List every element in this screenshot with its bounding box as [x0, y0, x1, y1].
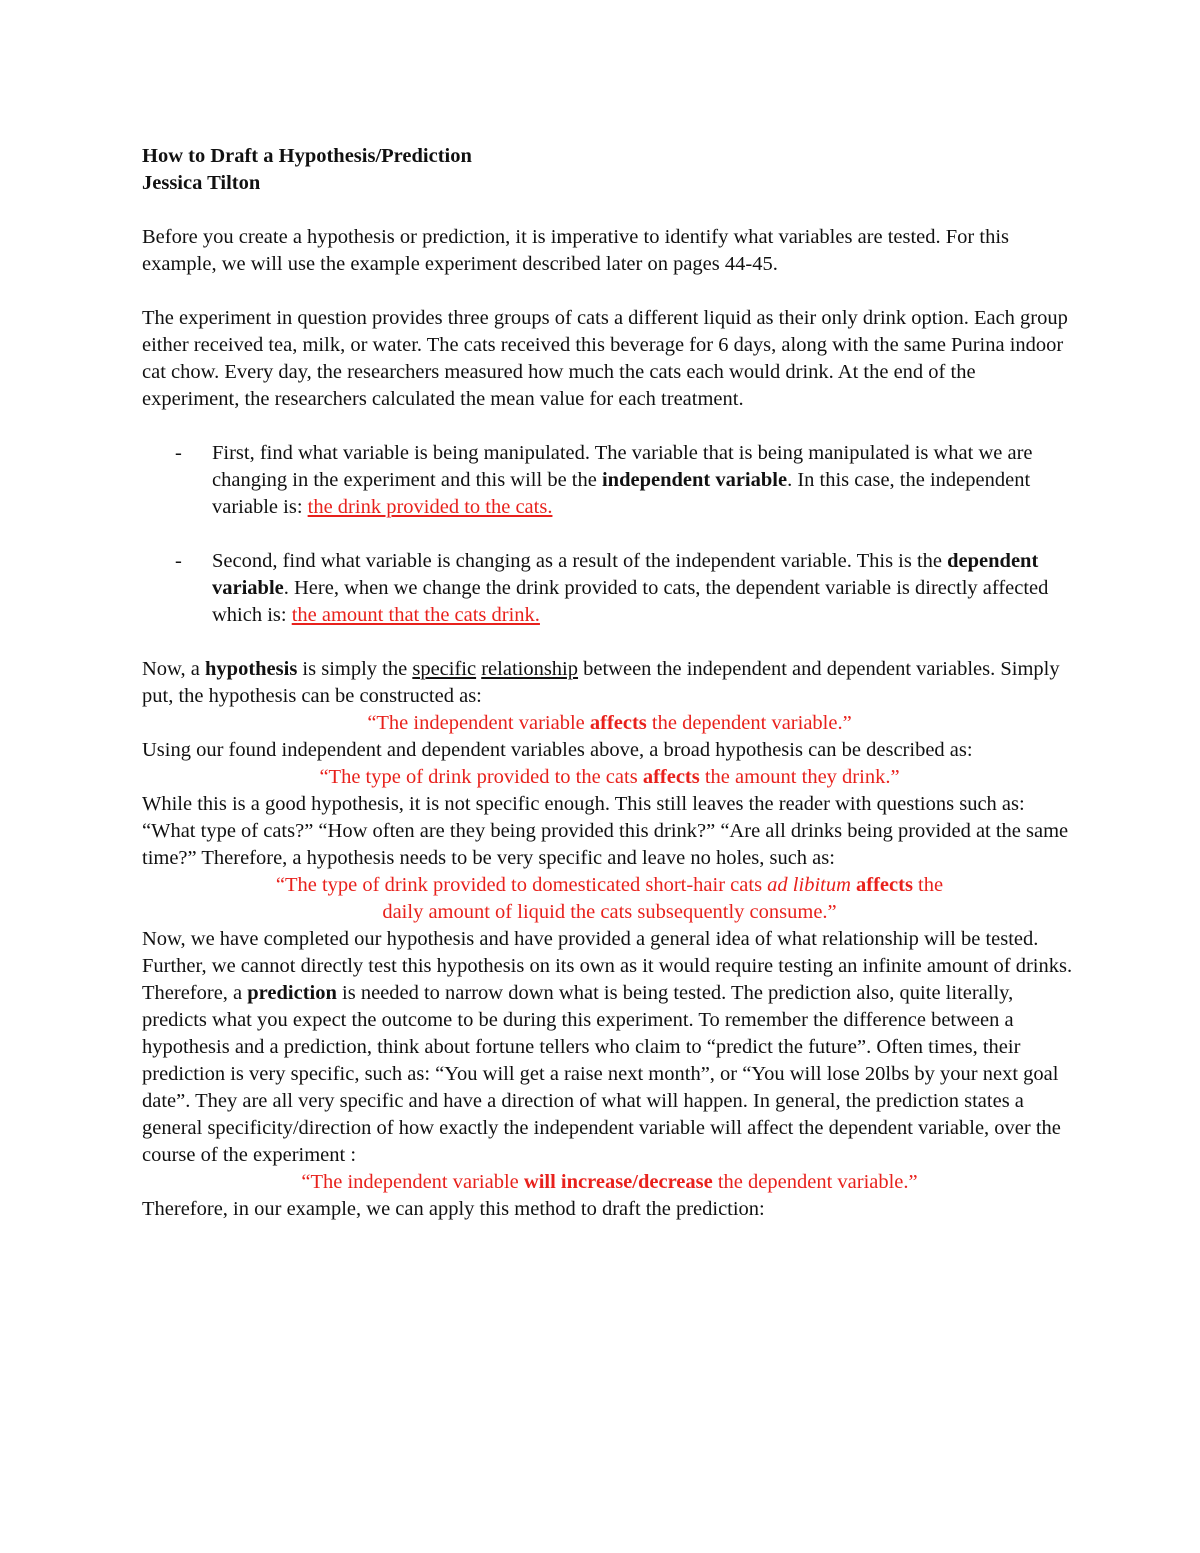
paragraph-text: is simply the	[297, 658, 413, 680]
quote-text: “The independent variable	[367, 712, 590, 734]
bullet-dash: -	[175, 550, 182, 572]
title-block	[142, 143, 1077, 197]
dependent-variable-term: dependent variable	[212, 550, 1039, 599]
prediction-template-quote	[142, 1169, 1077, 1196]
quote-text: daily amount of liquid the cats subsequently consume.”	[382, 901, 837, 923]
independent-variable-term: independent variable	[601, 469, 788, 491]
quote-text: the amount they drink.”	[699, 766, 900, 788]
dependent-variable-answer: the amount that the cats drink.	[291, 604, 540, 626]
broad-hypothesis-intro: Using our found independent and dependent variables above, a broad hypothesis can be described as:	[142, 739, 973, 761]
hypothesis-intro-paragraph	[142, 656, 1077, 710]
bullet-text: . In this case, the independent variable is:	[212, 469, 1031, 518]
quote-bold: will increase/decrease	[523, 1171, 713, 1193]
prediction-term: prediction	[247, 982, 337, 1004]
paragraph-text: between the independent and dependent variables. Simply put, the hypothesis can be constructed as:	[142, 658, 1060, 707]
document-title: How to Draft a Hypothesis/Prediction	[142, 145, 472, 167]
paragraph-spacer	[142, 629, 1077, 656]
relationship-term: relationship	[481, 658, 579, 680]
paragraph-spacer	[142, 278, 1077, 305]
prediction-paragraph	[142, 926, 1077, 1169]
bullet-text: . Here, when we change the drink provided to cats, the dependent variable is directly affected which is:	[212, 577, 1049, 626]
quote-italic: ad libitum	[767, 874, 851, 896]
quote-text: the	[912, 874, 944, 896]
specific-hypothesis-quote	[142, 872, 1077, 926]
quote-text: “The type of drink provided to the cats	[319, 766, 643, 788]
quote-text: the dependent variable.”	[712, 1171, 918, 1193]
quote-bold: affects	[642, 766, 700, 788]
paragraph-text: Now, we have completed our hypothesis and have provided a general idea of what relationship will be tested. Further, we cannot directly test this hypothesis on its own as it would require testing an infinite amount of drinks. Therefore, a	[142, 928, 1073, 1004]
quote-text: “The independent variable	[301, 1171, 524, 1193]
list-spacer	[142, 521, 1077, 548]
hypothesis-template-quote	[142, 710, 1077, 737]
bullet-text: First, find what variable is being manipulated. The variable that is being manipulated is what we are changing in the experiment and this will be the	[212, 442, 1033, 491]
document-body	[142, 143, 1077, 1223]
specific-term: specific	[412, 658, 477, 680]
bullet-text: Second, find what variable is changing as a result of the independent variable. This is the	[212, 550, 948, 572]
specific-hypothesis-intro: While this is a good hypothesis, it is not specific enough. This still leaves the reader with questions such as: “What type of cats?” “How often are they being provided this drink?” “Are all drinks being provided at the same time?” Therefore, a hypothesis needs to be very specific and leave no holes, such as:	[142, 793, 1069, 869]
quote-bold: affects	[589, 712, 647, 734]
bullet-dash: -	[175, 442, 182, 464]
list-item-independent-variable	[142, 440, 1077, 521]
paragraph-spacer	[142, 413, 1077, 440]
hypothesis-term: hypothesis	[205, 658, 298, 680]
paragraph-text: Now, a	[142, 658, 206, 680]
intro-paragraph: Before you create a hypothesis or prediction, it is imperative to identify what variables are tested. For this example, we will use the example experiment described later on pages 44-45.	[142, 226, 1010, 275]
closing-paragraph: Therefore, in our example, we can apply this method to draft the prediction:	[142, 1198, 765, 1220]
paragraph-text: is needed to narrow down what is being tested. The prediction also, quite literally, predicts what you expect the outcome to be during this experiment. To remember the difference between a hypothesis and a prediction, think about fortune tellers who claim to “predict the future”. Often times, their prediction is very specific, such as: “You will get a raise next month”, or “You will lose 20lbs by your next goal date”. They are all very specific and have a direction of what will happen. In general, the prediction states a general specificity/direction of how exactly the independent variable will affect the dependent variable, over the course of the experiment :	[142, 982, 1061, 1166]
broad-hypothesis-quote	[142, 764, 1077, 791]
variable-steps-list	[142, 440, 1077, 629]
list-item-dependent-variable	[142, 548, 1077, 629]
quote-text: “The type of drink provided to domesticated short-hair cats	[275, 874, 768, 896]
independent-variable-answer: the drink provided to the cats.	[307, 496, 553, 518]
quote-bold: affects	[856, 874, 913, 896]
document-author: Jessica Tilton	[142, 172, 261, 194]
quote-text: the dependent variable.”	[646, 712, 852, 734]
experiment-paragraph: The experiment in question provides three groups of cats a different liquid as their only drink option. Each group either received tea, milk, or water. The cats received this beverage for 6 days, along with the same Purina indoor cat chow. Every day, the researchers measured how much the cats each would drink. At the end of the experiment, the researchers calculated the mean value for each treatment.	[142, 307, 1068, 410]
